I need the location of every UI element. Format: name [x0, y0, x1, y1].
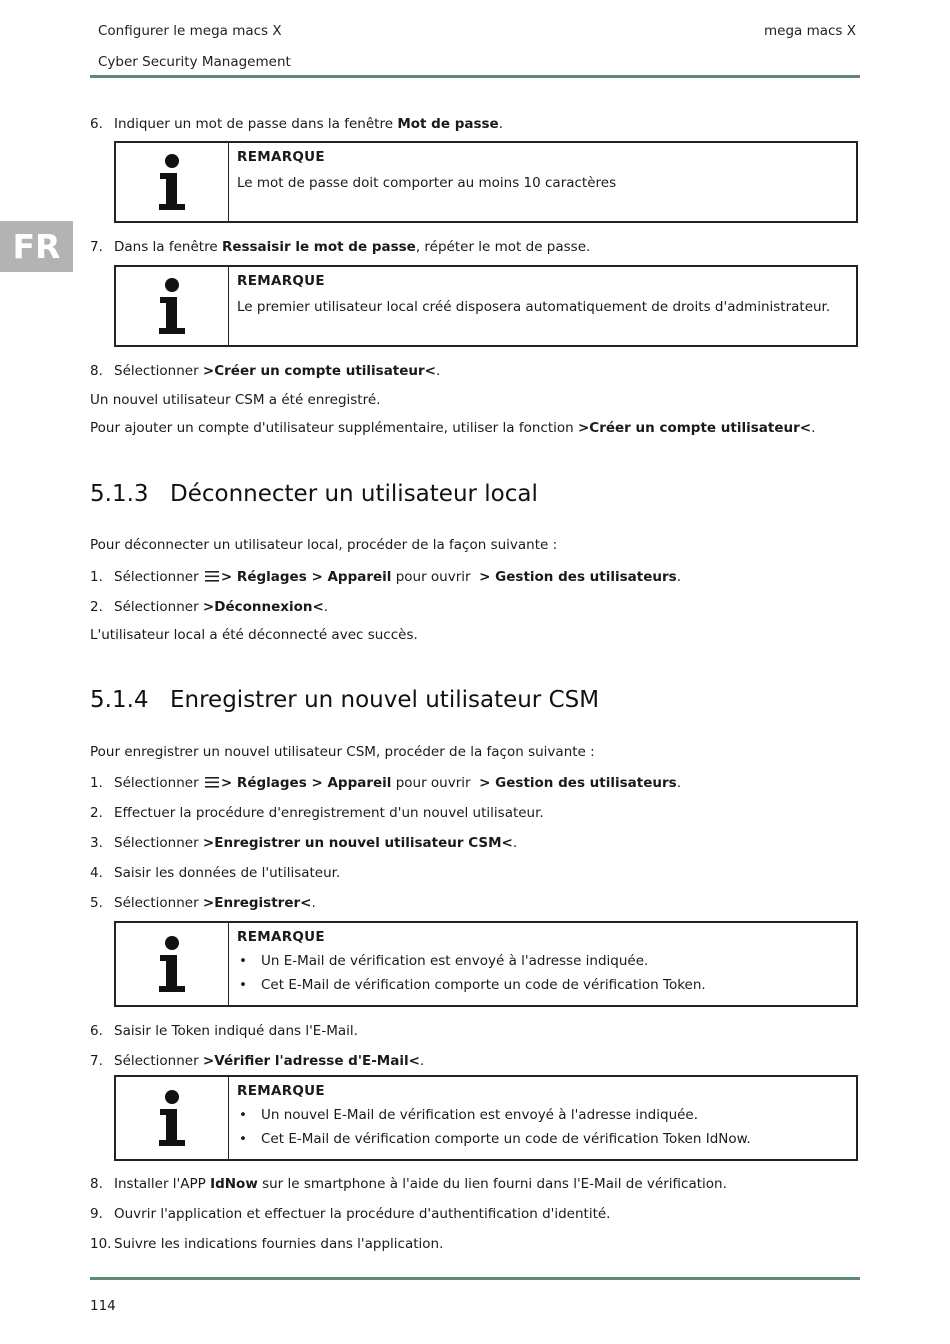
info-icon — [116, 923, 229, 1005]
step-6-password: 6. Indiquer un mot de passe dans la fenêtre Mot de passe. — [90, 116, 503, 132]
step-10-follow-instructions: 10. Suivre les indications fournies dans l'application. — [90, 1236, 444, 1252]
note-text: Le premier utilisateur local créé disposera automatiquement de droits d'administrateur. — [237, 299, 831, 315]
step-5-save: 5. Sélectionner >Enregistrer<. — [90, 895, 316, 911]
header-section-title: Cyber Security Management — [98, 54, 291, 70]
note-title: REMARQUE — [237, 273, 325, 289]
note-bullet: • Un E-Mail de vérification est envoyé à l'adresse indiquée. — [237, 953, 848, 969]
info-icon — [116, 143, 229, 221]
step-8-install-app: 8. Installer l'APP IdNow sur le smartphone à l'aide du lien fourni dans l'E-Mail de vérification. — [90, 1176, 727, 1192]
step-1-open-user-management: 1. Sélectionner > Réglages > Appareil pour ouvrir > Gestion des utilisateurs. — [90, 569, 681, 585]
note-title: REMARQUE — [237, 929, 325, 945]
note-box — [114, 265, 858, 347]
result-text: Un nouvel utilisateur CSM a été enregistré. — [90, 392, 381, 408]
info-text: Pour ajouter un compte d'utilisateur supplémentaire, utiliser la fonction >Créer un compte utilisateur<. — [90, 420, 816, 436]
note-box — [114, 1075, 858, 1161]
menu-icon — [205, 776, 219, 792]
header-product-name: mega macs X — [764, 23, 857, 39]
result-text: L'utilisateur local a été déconnecté avec succès. — [90, 627, 418, 643]
section-heading-5-1-3: 5.1.3 Déconnecter un utilisateur local — [90, 481, 538, 507]
menu-icon — [205, 570, 219, 586]
note-bullet: • Cet E-Mail de vérification comporte un code de vérification Token IdNow. — [237, 1131, 848, 1147]
step-7-verify-email: 7. Sélectionner >Vérifier l'adresse d'E-Mail<. — [90, 1053, 425, 1069]
note-title: REMARQUE — [237, 149, 325, 165]
step-2-logout: 2. Sélectionner >Déconnexion<. — [90, 599, 329, 615]
step-4-user-data: 4. Saisir les données de l'utilisateur. — [90, 865, 341, 881]
note-text: Le mot de passe doit comporter au moins 10 caractères — [237, 175, 617, 191]
info-icon — [116, 267, 229, 345]
info-icon — [116, 1077, 229, 1159]
section-intro: Pour enregistrer un nouvel utilisateur CSM, procéder de la façon suivante : — [90, 744, 595, 760]
step-1-open-user-management: 1. Sélectionner > Réglages > Appareil pour ouvrir > Gestion des utilisateurs. — [90, 775, 681, 791]
footer-rule — [90, 1277, 860, 1280]
step-9-open-app: 9. Ouvrir l'application et effectuer la procédure d'authentification d'identité. — [90, 1206, 611, 1222]
section-heading-5-1-4: 5.1.4 Enregistrer un nouvel utilisateur CSM — [90, 687, 600, 713]
section-intro: Pour déconnecter un utilisateur local, procéder de la façon suivante : — [90, 537, 558, 553]
step-2-registration: 2. Effectuer la procédure d'enregistrement d'un nouvel utilisateur. — [90, 805, 544, 821]
page-number: 114 — [90, 1298, 116, 1314]
step-6-enter-token: 6. Saisir le Token indiqué dans l'E-Mail. — [90, 1023, 358, 1039]
header-doc-title: Configurer le mega macs X — [98, 23, 282, 39]
note-box — [114, 141, 858, 223]
note-bullet: • Cet E-Mail de vérification comporte un code de vérification Token. — [237, 977, 848, 993]
language-tab: FR — [0, 221, 73, 272]
header-rule — [90, 75, 860, 78]
note-bullet: • Un nouvel E-Mail de vérification est envoyé à l'adresse indiquée. — [237, 1107, 848, 1123]
note-title: REMARQUE — [237, 1083, 325, 1099]
step-8-create-account: 8. Sélectionner >Créer un compte utilisateur<. — [90, 363, 441, 379]
note-box — [114, 921, 858, 1007]
step-7-repeat-password: 7. Dans la fenêtre Ressaisir le mot de passe, répéter le mot de passe. — [90, 239, 591, 255]
step-3-register-csm: 3. Sélectionner >Enregistrer un nouvel utilisateur CSM<. — [90, 835, 518, 851]
